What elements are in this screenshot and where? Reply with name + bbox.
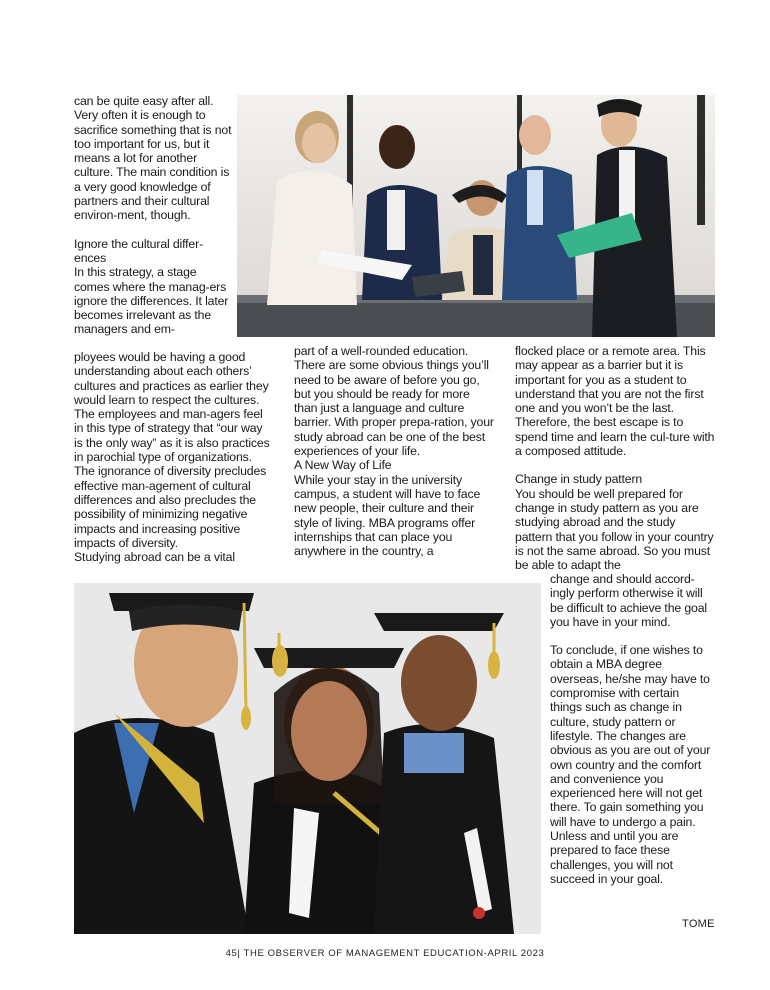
col1-ignore-narrow: In this strategy, a stage comes where the manag-ers ignore the differences. It later becomes irrelevant as the managers and em- <box>74 265 229 337</box>
col1-intro <box>74 94 234 337</box>
col1-last-line: Studying abroad can be a vital <box>74 550 235 565</box>
col1-continued <box>74 350 274 564</box>
footer-divider: | <box>237 948 241 959</box>
col1-intro-text: can be quite easy after all. Very often it is enough to sacrifice something that is not too important for us, but it means a lot for another culture. The main condition is a very good knowledge of partners and their cultural environ-ment, though. <box>74 94 232 223</box>
col2 <box>294 344 496 558</box>
page-footer <box>0 948 770 959</box>
page-number: 45 <box>225 948 238 959</box>
photo-business-team <box>237 95 715 337</box>
business-team-illustration <box>237 95 715 337</box>
col2-new-way-text: While your stay in the university campus, a student will have to face new people, their culture and their style of living. MBA programs offer internships that can place you anywhere in the country, a <box>294 472 481 559</box>
publication-name: THE OBSERVER OF MANAGEMENT EDUCATION-APRIL 2023 <box>243 948 545 959</box>
col3-study-continued: change and should accord-ingly perform otherwise it will be difficult to achieve the goal you have in your mind. <box>550 572 707 629</box>
col3-conclusion: To conclude, if one wishes to obtain a MBA degree overseas, he/she may have to compromise with certain things such as change in culture, study pattern or lifestyle. The changes are obvious as you are out of your own country and the comfort and convenience you experienced here will not get there. To gain something you will have to undergo a pain. Unless and until you are prepared to face these challenges, you will not succeed in your goal. <box>550 643 711 886</box>
col3 <box>515 344 715 572</box>
col2-text: part of a well-rounded education. There are some obvious things you’ll need to be aware of before you go, but you should be ready for more than just a language and culture barrier. With proper prepa-ration, your study abroad can be one of the best experiences of your life. <box>294 344 494 459</box>
heading-ignore-differences: Ignore the cultural differ-ences <box>74 236 204 265</box>
col3-study-text: You should be well prepared for change in study pattern as you are studying abroad and the study pattern that you follow in your country is not the same abroad. So you must be able to adapt the <box>515 486 714 573</box>
heading-new-way: A New Way of Life <box>294 458 392 473</box>
photo-graduates <box>74 583 541 934</box>
col3-lower <box>550 572 713 886</box>
author-signature: TOME <box>682 918 715 930</box>
col1-ignore-wide: ployees would be having a good understanding about each others’ cultures and practices as earlier they would learn to respect the cultures. The employees and man-agers feel in this type of strategy that “our way is the only way” as it is also practices in parochial type of organizations. The ignorance of diversity precludes effective man-agement of cultural differences and also precludes the possibility of minimizing negative impacts and increasing positive impacts of diversity. <box>74 350 270 550</box>
graduates-illustration <box>74 583 541 934</box>
heading-study-pattern: Change in study pattern <box>515 472 643 487</box>
col3-text: flocked place or a remote area. This may appear as a barrier but it is important for you as a student to understand that you are not the first one and you won’t be the last. Therefore, the best escape is to spend time and learn the cul-ture with a composed attitude. <box>515 344 715 459</box>
